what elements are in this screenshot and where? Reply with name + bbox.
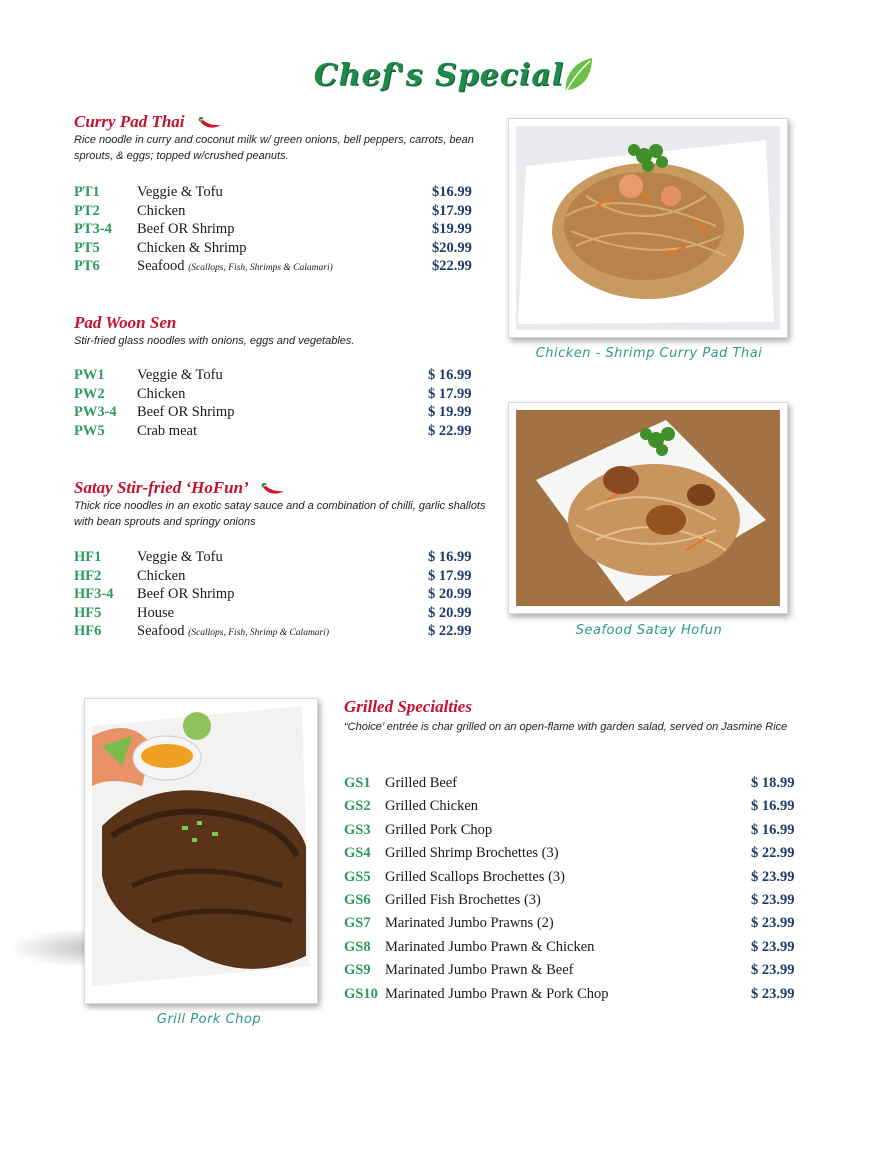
- section-title: Pad Woon Sen: [74, 313, 177, 332]
- item-name-text: House: [137, 604, 175, 621]
- item-code: GS7: [344, 915, 371, 932]
- item-name-text: Marinated Jumbo Prawns (2): [385, 915, 554, 932]
- item-price: $ 22.99: [428, 623, 472, 640]
- item-price: $ 23.99: [751, 868, 795, 885]
- item-name-text: Veggie & Tofu: [137, 184, 223, 200]
- menu-item-row: [74, 220, 484, 238]
- item-name: [137, 220, 234, 238]
- menu-item-row: [344, 938, 804, 956]
- item-name-text: Grilled Scallops Brochettes (3): [385, 868, 565, 885]
- menu-item-row: [74, 403, 484, 421]
- item-code: HF6: [74, 623, 102, 640]
- item-note: (Scallops, Fish, Shrimp & Calamari): [188, 628, 330, 639]
- curry-pad-thai-photo: [508, 118, 788, 338]
- item-name: [137, 202, 185, 220]
- menu-item-row: [344, 797, 804, 815]
- item-price: $19.99: [432, 221, 472, 238]
- item-code: HF3-4: [74, 586, 114, 603]
- item-price: $ 23.99: [751, 938, 795, 955]
- menu-item-row: [74, 183, 484, 201]
- page-title: Chef's Special: [313, 58, 565, 93]
- menu-item-row: [74, 604, 484, 622]
- menu-item-row: [74, 567, 484, 585]
- item-price: $ 17.99: [428, 567, 472, 584]
- item-code: PT5: [74, 239, 100, 256]
- item-name-text: Chicken: [137, 202, 186, 219]
- menu-item-row: [74, 548, 484, 566]
- satay-hofun-photo: [508, 402, 788, 614]
- item-code: PT2: [74, 202, 100, 219]
- item-name-text: Beef OR Shrimp: [137, 221, 235, 238]
- item-name-text: Chicken & Shrimp: [137, 239, 247, 256]
- item-code: GS5: [344, 868, 371, 885]
- chili-pepper-icon: [260, 482, 286, 496]
- item-price: $ 20.99: [428, 604, 472, 621]
- menu-item-row: [344, 821, 804, 839]
- menu-item-row: [344, 914, 804, 932]
- item-code: GS9: [344, 962, 371, 979]
- item-name: [137, 366, 223, 384]
- item-price: $ 23.99: [751, 962, 795, 979]
- item-price: $16.99: [432, 184, 472, 200]
- item-name-text: Grilled Fish Brochettes (3): [385, 892, 541, 908]
- item-name-text: Marinated Jumbo Prawn & Chicken: [385, 938, 595, 955]
- menu-item-row: [74, 385, 484, 403]
- item-name: [137, 422, 197, 440]
- item-price: $20.99: [432, 239, 472, 256]
- item-name-text: Veggie & Tofu: [137, 549, 223, 565]
- menu-item-row: [74, 422, 484, 440]
- menu-item-row: [74, 257, 484, 275]
- item-price: $ 16.99: [751, 821, 795, 838]
- item-name-text: Grilled Beef: [385, 775, 458, 791]
- item-code: GS1: [344, 775, 371, 791]
- grilled-specialties-section: [344, 697, 804, 735]
- section-description: “Choice’ entrée is char grilled on an open-flame with garden salad, served on Jasmine Rice: [344, 721, 788, 733]
- menu-item-row: [344, 774, 804, 792]
- item-code: HF2: [74, 567, 102, 584]
- item-code: PW1: [74, 367, 105, 383]
- item-name-text: Chicken: [137, 567, 186, 584]
- section-description: Stir-fried glass noodles with onions, eggs and vegetables.: [74, 335, 355, 347]
- item-code: GS3: [344, 821, 371, 838]
- photo-caption: Grill Pork Chop: [156, 1012, 262, 1027]
- item-name: [385, 774, 457, 792]
- item-price: $ 23.99: [751, 892, 795, 908]
- item-code: GS6: [344, 892, 371, 908]
- item-name: [385, 821, 492, 839]
- item-code: HF1: [74, 549, 102, 565]
- item-code: PT3-4: [74, 221, 112, 238]
- item-name: [385, 914, 554, 932]
- item-code: GS4: [344, 845, 371, 862]
- item-code: PW2: [74, 385, 105, 402]
- item-price: $ 20.99: [428, 586, 472, 603]
- item-name-text: Grilled Pork Chop: [385, 821, 493, 838]
- item-name: [385, 797, 478, 815]
- item-name: [137, 385, 185, 403]
- menu-item-row: [344, 868, 804, 886]
- pad-woon-sen-section: [74, 313, 494, 349]
- section-description: Thick rice noodles in an exotic satay sauce and a combination of chilli, garlic shallots with bean sprouts and springy onions: [74, 500, 486, 528]
- item-code: PW5: [74, 422, 105, 439]
- photo-caption: Chicken - Shrimp Curry Pad Thai: [535, 346, 763, 361]
- item-price: $ 16.99: [428, 549, 472, 565]
- item-note: (Scallops, Fish, Shrimps & Calamari): [188, 263, 333, 274]
- item-code: PT1: [74, 184, 100, 200]
- item-code: GS10: [344, 985, 378, 1002]
- menu-item-row: [74, 202, 484, 220]
- pork-chop-photo: [84, 698, 318, 1004]
- item-name: [137, 585, 234, 603]
- item-name: [385, 961, 573, 979]
- section-title: Grilled Specialties: [344, 697, 472, 716]
- menu-item-row: [74, 585, 484, 603]
- item-name-text: Beef OR Shrimp: [137, 586, 235, 603]
- item-name-text: Crab meat: [137, 422, 197, 439]
- section-title: Curry Pad Thai: [74, 112, 494, 132]
- item-price: $ 23.99: [751, 915, 795, 932]
- menu-item-row: [344, 891, 804, 909]
- item-name: [385, 938, 594, 956]
- item-price: $22.99: [432, 258, 472, 275]
- item-price: $ 22.99: [751, 845, 795, 862]
- item-price: $ 17.99: [428, 385, 472, 402]
- menu-item-row: [74, 239, 484, 257]
- section-title: Satay Stir-fried ‘HoFun’: [74, 478, 494, 498]
- item-price: $17.99: [432, 202, 472, 219]
- item-name: [385, 891, 541, 909]
- item-code: GS2: [344, 798, 371, 815]
- menu-item-row: [344, 961, 804, 979]
- item-price: $ 16.99: [751, 798, 795, 815]
- item-name-text: Seafood: [137, 623, 185, 640]
- photo-caption: Seafood Satay Hofun: [575, 623, 723, 638]
- item-name: [137, 622, 329, 642]
- item-name: [137, 183, 223, 201]
- menu-item-row: [344, 985, 804, 1003]
- curry-pad-thai-section: [74, 112, 494, 164]
- item-name-text: Veggie & Tofu: [137, 367, 223, 383]
- item-name: [137, 604, 174, 622]
- menu-item-row: [74, 366, 484, 384]
- item-name-text: Beef OR Shrimp: [137, 404, 235, 421]
- item-name: [137, 403, 234, 421]
- item-price: $ 18.99: [751, 775, 795, 791]
- item-name: [137, 567, 185, 585]
- item-price: $ 23.99: [751, 985, 795, 1002]
- item-price: $ 22.99: [428, 422, 472, 439]
- item-name: [385, 844, 559, 862]
- item-name-text: Chicken: [137, 385, 186, 402]
- item-name-text: Grilled Chicken: [385, 798, 479, 815]
- item-name: [385, 985, 609, 1003]
- section-description: Rice noodle in curry and coconut milk w/ green onions, bell peppers, carrots, bean sprouts, & eggs; topped w/crushed peanuts.: [74, 134, 474, 162]
- item-name: [137, 239, 247, 257]
- satay-hofun-section: [74, 478, 494, 530]
- item-price: $ 16.99: [428, 367, 472, 383]
- item-code: PW3-4: [74, 404, 117, 421]
- item-code: GS8: [344, 938, 371, 955]
- item-name: [137, 548, 223, 566]
- item-code: HF5: [74, 604, 102, 621]
- item-name-text: Marinated Jumbo Prawn & Pork Chop: [385, 985, 609, 1002]
- leaf-icon: [562, 56, 594, 94]
- menu-item-row: [344, 844, 804, 862]
- chili-pepper-icon: [197, 116, 223, 130]
- item-name-text: Seafood: [137, 258, 185, 275]
- menu-item-row: [74, 622, 484, 640]
- item-name-text: Marinated Jumbo Prawn & Beef: [385, 962, 574, 979]
- item-name-text: Grilled Shrimp Brochettes (3): [385, 845, 559, 862]
- item-name: [137, 257, 333, 277]
- item-code: PT6: [74, 258, 100, 275]
- item-name: [385, 868, 565, 886]
- item-price: $ 19.99: [428, 404, 472, 421]
